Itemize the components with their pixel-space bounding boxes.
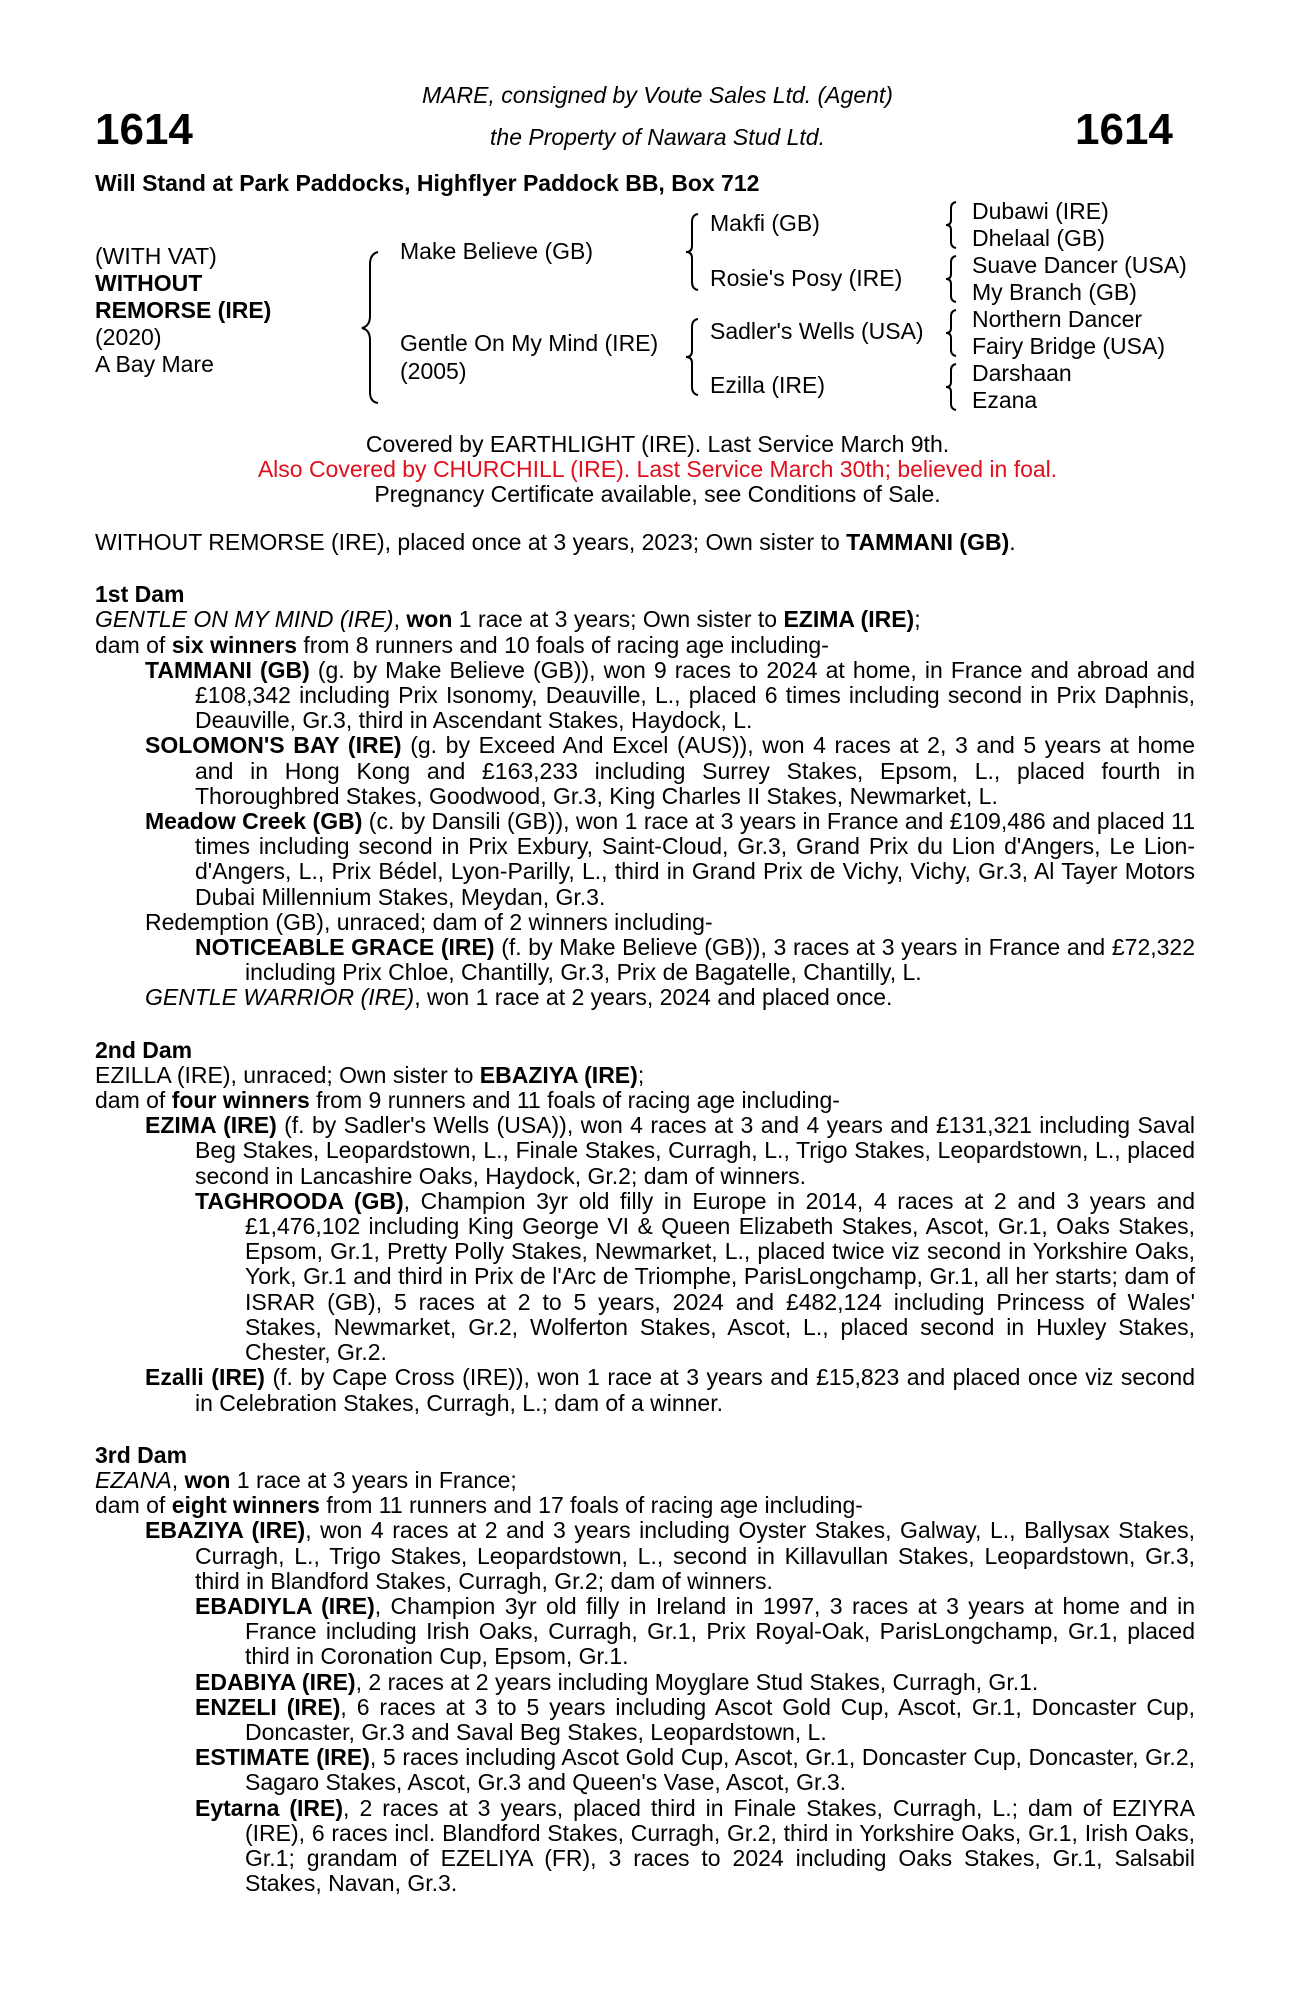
progeny-entry: EDABIYA (IRE), 2 races at 2 years including Moyglare Stud Stakes, Curragh, Gr.1. bbox=[195, 1668, 1039, 1695]
pedigree-dam-sire: Sadler's Wells (USA) bbox=[710, 318, 924, 344]
stand-location: Will Stand at Park Paddocks, Highflyer Paddock BB, Box 712 bbox=[95, 170, 760, 196]
pedigree-brace-dam bbox=[684, 317, 700, 397]
second-dam-produce-summary: dam of four winners from 9 runners and 11 foals of racing age including- bbox=[95, 1087, 840, 1114]
pedigree-sire: Make Believe (GB) bbox=[400, 238, 594, 264]
progeny-entry: Eytarna (IRE), 2 races at 3 years, placed third in Finale Stakes, Curragh, L.; dam of EZIYRA (IRE), 6 races incl. Blandford Stakes, Curragh, Gr.2, third in Yorkshire Oaks, Gr.1, Irish Oaks, Gr.1; grandam of EZELIYA (FR), 3 races to 2024 including Oaks Stakes, Gr.1, Salsabil Stakes, Navan, Gr.3. bbox=[195, 1794, 1195, 1897]
pedigree-sire-dam: Rosie's Posy (IRE) bbox=[710, 265, 903, 291]
property-line: the Property of Nawara Stud Ltd. bbox=[490, 124, 825, 150]
lot-number-right: 1614 bbox=[1075, 105, 1173, 154]
pedigree-g3-2: Dhelaal (GB) bbox=[972, 225, 1105, 251]
progeny-entry: EZIMA (IRE) (f. by Sadler's Wells (USA)), won 4 races at 3 and 4 years and £131,321 including Saval Beg Stakes, Leopardstown, L., Finale Stakes, Curragh, L., Trigo Stakes, Leopardstown, L., placed second in Lancashire Oaks, Haydock, Gr.2; dam of winners. bbox=[145, 1112, 1196, 1189]
cover-line-2: Also Covered by CHURCHILL (IRE). Last Service March 30th; believed in foal. bbox=[257, 456, 1058, 482]
pedigree-brace-g4 bbox=[944, 362, 958, 412]
foaling-year: (2020) bbox=[95, 324, 162, 350]
lot-number-left: 1614 bbox=[95, 105, 193, 154]
progeny-entry: SOLOMON'S BAY (IRE) (g. by Exceed And Excel (AUS)), won 4 races at 2, 3 and 5 years at home and in Hong Kong and £163,233 including Surrey Stakes, Epsom, L., placed fourth in Thoroughbred Stakes, Goodwood, Gr.3, King Charles II Stakes, Newmarket, L. bbox=[145, 732, 1195, 809]
pregnancy-certificate-line: Pregnancy Certificate available, see Conditions of Sale. bbox=[374, 481, 941, 507]
horse-identity bbox=[95, 243, 271, 378]
vat-label: (WITH VAT) bbox=[95, 243, 217, 269]
pedigree-brace-g2 bbox=[944, 254, 958, 304]
progeny-entry: GENTLE WARRIOR (IRE), won 1 race at 2 years, 2024 and placed once. bbox=[145, 984, 893, 1011]
pedigree-g3-1: Dubawi (IRE) bbox=[972, 198, 1109, 224]
catalogue-body bbox=[95, 530, 1195, 1896]
progeny-entry: TAMMANI (GB) (g. by Make Believe (GB)), won 9 races to 2024 at home, in France and abroad and £108,342 including Prix Isonomy, Deauville, L., placed 6 times including second in Prix Daphnis, Deauville, Gr.3, third in Ascendant Stakes, Haydock, L. bbox=[145, 656, 1195, 734]
third-dam-heading: 3rd Dam bbox=[95, 1441, 188, 1468]
pedigree-g3-7: Darshaan bbox=[972, 360, 1072, 386]
progeny-entry: Ezalli (IRE) (f. by Cape Cross (IRE)), won 1 race at 3 years and £15,823 and placed once viz second in Celebration Stakes, Curragh, L.; dam of a winner. bbox=[145, 1364, 1195, 1416]
pedigree-g3-3: Suave Dancer (USA) bbox=[972, 252, 1187, 278]
third-dam-record: EZANA, won 1 race at 3 years in France; bbox=[95, 1466, 517, 1493]
redemption-entry: Redemption (GB), unraced; dam of 2 winners including- bbox=[145, 908, 713, 935]
horse-description: A Bay Mare bbox=[95, 351, 214, 377]
pedigree-dam-year: (2005) bbox=[400, 358, 467, 384]
second-dam-record: EZILLA (IRE), unraced; Own sister to EBAZIYA (IRE); bbox=[95, 1061, 645, 1088]
horse-name-line2: REMORSE (IRE) bbox=[95, 297, 272, 323]
cover-line-1: Covered by EARTHLIGHT (IRE). Last Service March 9th. bbox=[365, 431, 950, 457]
pedigree-brace-sire bbox=[684, 212, 700, 292]
first-dam-record: GENTLE ON MY MIND (IRE), won 1 race at 3 years; Own sister to EZIMA (IRE); bbox=[95, 606, 921, 633]
pedigree-dam-dam: Ezilla (IRE) bbox=[710, 372, 826, 398]
pedigree-dam: Gentle On My Mind (IRE) bbox=[400, 330, 659, 356]
pedigree-g3-8: Ezana bbox=[972, 387, 1038, 413]
progeny-entry: EBADIYLA (IRE), Champion 3yr old filly in Ireland in 1997, 3 races at 3 years at home and in France including Irish Oaks, Curragh, Gr.1, Prix Royal-Oak, ParisLongchamp, Gr.1, placed third in Coronation Cup, Epsom, Gr.1. bbox=[195, 1592, 1195, 1670]
progeny-entry: EBAZIYA (IRE), won 4 races at 2 and 3 years including Oyster Stakes, Galway, L., Ballysax Stakes, Curragh, L., Trigo Stakes, Leopardstown, L., second in Killavullan Stakes, Leopardstown, Gr.3, third in Blandford Stakes, Curragh, Gr.2; dam of winners. bbox=[145, 1517, 1195, 1594]
pedigree-sire-sire: Makfi (GB) bbox=[710, 210, 820, 236]
pedigree-brace-main bbox=[360, 250, 390, 405]
horse-summary: WITHOUT REMORSE (IRE), placed once at 3 years, 2023; Own sister to TAMMANI (GB). bbox=[95, 529, 1016, 555]
third-dam-produce-summary: dam of eight winners from 11 runners and 17 foals of racing age including- bbox=[95, 1492, 863, 1519]
horse-name-line1: WITHOUT bbox=[95, 270, 203, 296]
first-dam-heading: 1st Dam bbox=[95, 581, 185, 608]
pedigree-g3-4: My Branch (GB) bbox=[972, 279, 1137, 305]
pedigree-g3-5: Northern Dancer bbox=[972, 306, 1143, 332]
consignor-line: MARE, consigned by Voute Sales Ltd. (Agent) bbox=[422, 82, 893, 108]
progeny-entry: NOTICEABLE GRACE (IRE) (f. by Make Believe (GB)), 3 races at 3 years in France and £72,322 including Prix Chloe, Chantilly, Gr.3, Prix de Bagatelle, Chantilly, L. bbox=[195, 934, 1196, 986]
first-dam-produce-summary: dam of six winners from 8 runners and 10 foals of racing age including- bbox=[95, 631, 829, 658]
progeny-entry: TAGHROODA (GB), Champion 3yr old filly in Europe in 2014, 4 races at 2 and 3 years and £1,476,102 including King George VI & Queen Elizabeth Stakes, Ascot, Gr.1, Oaks Stakes, Epsom, Gr.1, Pretty Polly Stakes, Newmarket, L., placed twice viz second in Yorkshire Oaks, York, Gr.1 and third in Prix de l'Arc de Triomphe, ParisLongchamp, Gr.1, all her starts; dam of ISRAR (GB), 5 races at 2 to 5 years, 2024 and £482,124 including Princess of Wales' Stakes, Newmarket, Gr.2, Wolferton Stakes, Ascot, L., placed second in Huxley Stakes, Chester, Gr.2. bbox=[195, 1187, 1195, 1366]
pedigree-brace-g1 bbox=[944, 200, 958, 250]
progeny-entry: ESTIMATE (IRE), 5 races including Ascot Gold Cup, Ascot, Gr.1, Doncaster Cup, Doncaster, Gr.2, Sagaro Stakes, Ascot, Gr.3 and Queen's Vase, Ascot, Gr.3. bbox=[195, 1744, 1196, 1796]
pedigree-g3-6: Fairy Bridge (USA) bbox=[972, 333, 1165, 359]
progeny-entry: ENZELI (IRE), 6 races at 3 to 5 years including Ascot Gold Cup, Ascot, Gr.1, Doncaster Cup, Doncaster, Gr.3 and Saval Beg Stakes, Leopardstown, L. bbox=[195, 1693, 1195, 1745]
pedigree-brace-g3 bbox=[944, 308, 958, 358]
second-dam-heading: 2nd Dam bbox=[95, 1036, 193, 1063]
progeny-entry: Meadow Creek (GB) (c. by Dansili (GB)), won 1 race at 3 years in France and £109,486 and placed 11 times including second in Prix Exbury, Saint-Cloud, Gr.3, Grand Prix du Lion d'Angers, Le Lion-d'Angers, L., Prix Bédel, Lyon-Parilly, L., third in Grand Prix de Vichy, Vichy, Gr.3, Al Tayer Motors Dubai Millennium Stakes, Meydan, Gr.3. bbox=[145, 808, 1195, 910]
